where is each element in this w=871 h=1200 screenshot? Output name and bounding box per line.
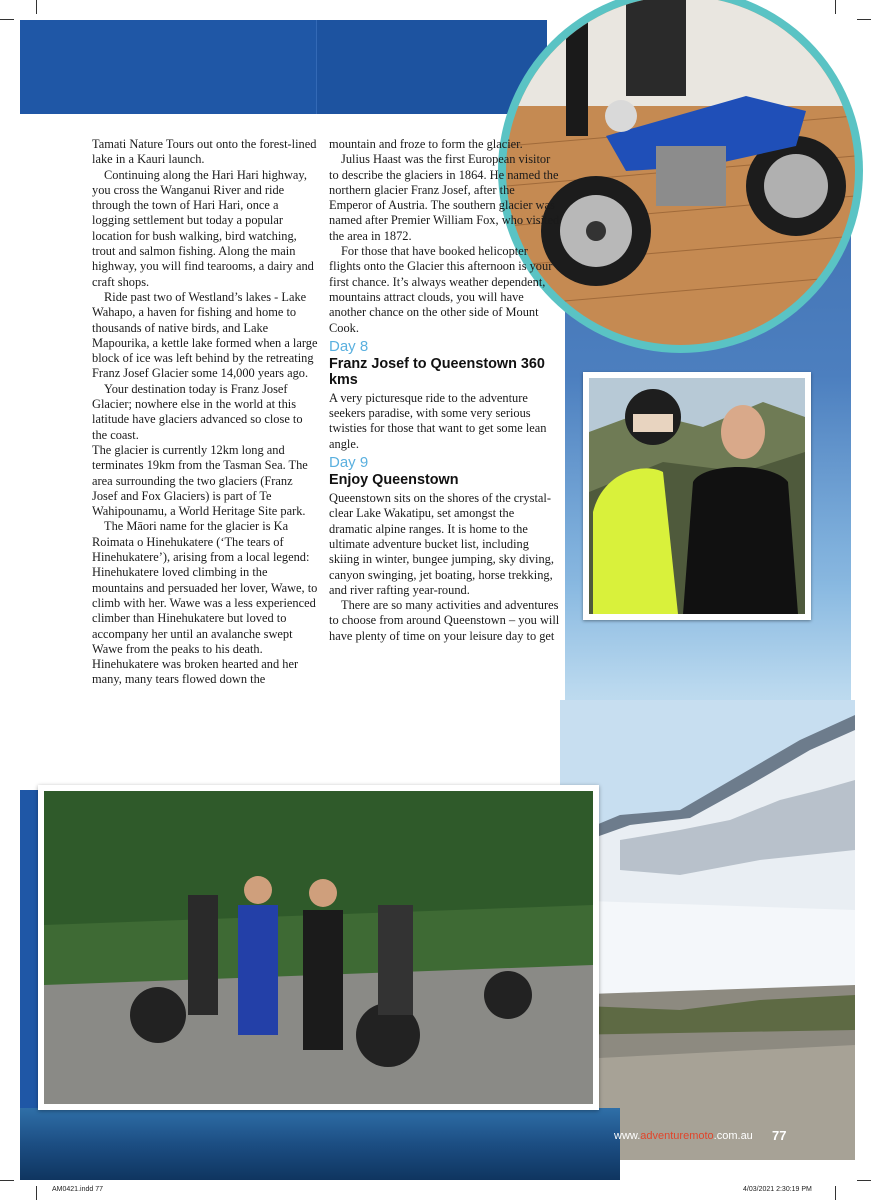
article-column-2 bbox=[329, 137, 560, 644]
paragraph: For those that have booked helicopter flights onto the Glacier this afternoon is your first chance. It’s always weather dependent, mountains attract clouds, you will have another chance on the other side of Mount Cook. bbox=[329, 244, 553, 335]
paragraph: The Māori name for the glacier is Ka Roimata o Hinehukatere (‘The tears of Hinehukatere’), arising from a local legend: Hinehukatere loved climbing in the mountains and persuaded her lover, Wawe, to climb with her. Wawe was a less experienced climber than Hinehukatere but loved to accompany her until an avalanche swept bbox=[92, 519, 318, 641]
paragraph: The glacier is currently 12km long and terminates 19km from the Tasman Sea. The area surrounding the two glaciers (Franz Josef and Fox Glaciers) is part of Te Wahipounamu, a World Heritage Site park. bbox=[92, 442, 308, 519]
crop-mark bbox=[857, 1180, 871, 1181]
day-8-label: Day 8 bbox=[329, 337, 369, 355]
group-riders-photo bbox=[38, 785, 599, 1110]
url-prefix: www. bbox=[614, 1130, 641, 1142]
day-9-label: Day 9 bbox=[329, 454, 369, 472]
crop-mark bbox=[36, 1186, 37, 1200]
crop-mark bbox=[0, 1180, 14, 1181]
crop-mark bbox=[835, 0, 836, 14]
url-brand: adventuremoto bbox=[640, 1130, 714, 1142]
paragraph: A very picturesque ride to the adventure seekers paradise, with some very serious twisties for those that want to get some lean angle. bbox=[329, 390, 547, 451]
paragraph: Queenstown sits on the shores of the crystal-clear Lake Wakatipu, set amongst the dramatic alpine ranges. It is home to the ultimate adventure bucket list, including skiing in winter, bungee jumping, sky diving, canyon swinging, jet boating, horse trekking, and river rafting year-round. bbox=[329, 491, 554, 597]
paragraph: There are so many activities and adventures to choose from around Queenstown – you will have plenty of time on your leisure day to get bbox=[329, 598, 560, 643]
crop-mark bbox=[835, 1186, 836, 1200]
crop-mark bbox=[0, 19, 14, 20]
paragraph: mountain and froze to form the glacier. bbox=[329, 137, 523, 151]
crop-mark bbox=[36, 0, 37, 14]
day-8-heading: Franz Josef to Queenstown 360 kms bbox=[329, 355, 545, 388]
day-9-heading: Enjoy Queenstown bbox=[329, 472, 459, 489]
paragraph: Julius Haast was the first European visitor to describe the glaciers in 1864. He named the northern glacier Franz Josef, after the Emperor of Austria. The southern glacier was named after Premier William Fox, who visited the area in 1872. bbox=[329, 152, 560, 243]
riders-portrait-photo bbox=[583, 372, 811, 620]
print-slug-right: 4/03/2021 2:30:19 PM bbox=[743, 1186, 812, 1193]
page-number: 77 bbox=[772, 1128, 787, 1143]
url-suffix: .com.au bbox=[713, 1130, 753, 1142]
footer-website bbox=[614, 1130, 753, 1142]
paragraph: Your destination today is Franz Josef Glacier; nowhere else in the world at this latitude have glaciers advanced so close to the coast. bbox=[92, 381, 303, 442]
paragraph: Ride past two of Westland’s lakes - Lake Wahapo, a haven for fishing and home to thousands of native birds, and Lake Mapourika, a kettle lake formed when a large block of ice was left behind by the retreating Franz Josef Glacier some 14,000 years ago. bbox=[92, 289, 318, 381]
snowy-mountain-image bbox=[560, 700, 855, 1160]
article-column-1 bbox=[92, 137, 318, 688]
paragraph: Continuing along the Hari Hari highway, you cross the Wanganui River and ride through the town of Hari Hari, once a logging settlement but today a popular location for bush walking, bird watching, trout and salmon fishing. Along the main highway, you will find tearooms, a dairy and craft shops. bbox=[92, 167, 314, 289]
print-slug-left: AM0421.indd 77 bbox=[52, 1186, 103, 1193]
water-strip bbox=[20, 1108, 620, 1180]
paragraph: Wawe from the peaks to his death. Hinehukatere was broken hearted and her many, many tears flowed down the bbox=[92, 641, 299, 687]
crop-mark bbox=[857, 19, 871, 20]
paragraph: Tamati Nature Tours out onto the forest-lined lake in a Kauri launch. bbox=[92, 137, 317, 167]
